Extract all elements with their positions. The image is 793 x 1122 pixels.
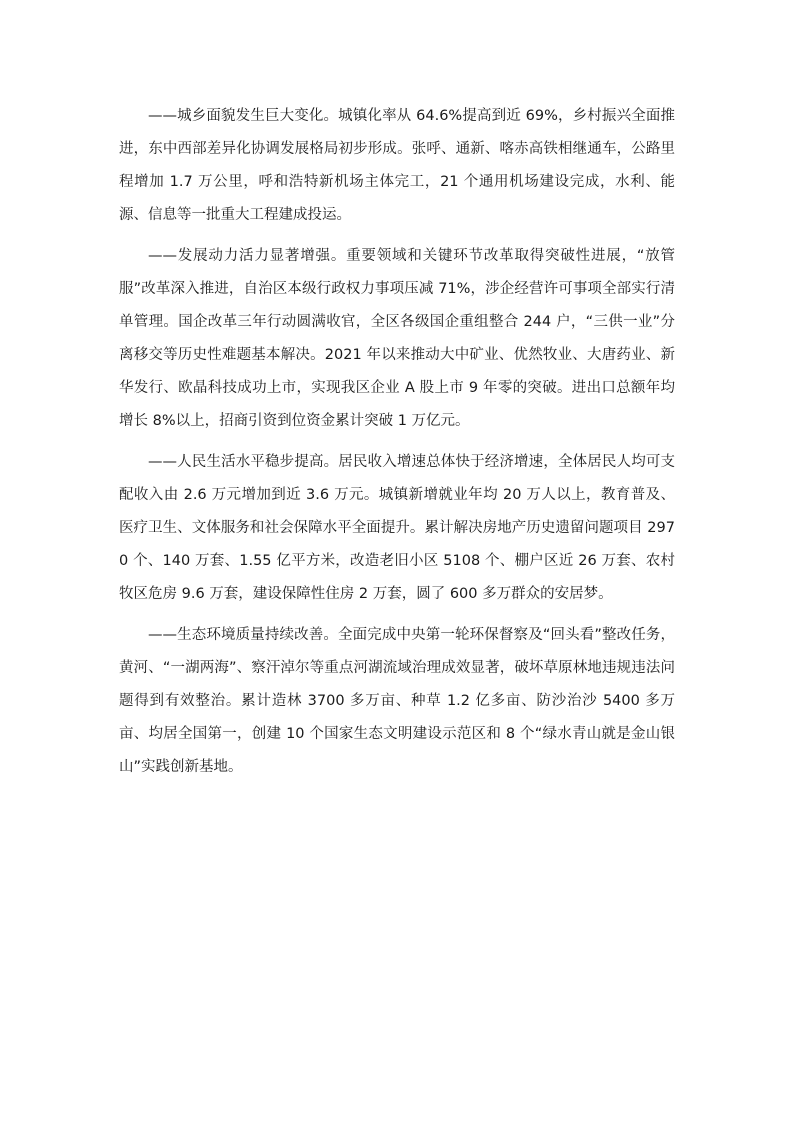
paragraph-development-momentum: ——发展动力活力显著增强。重要领域和关键环节改革取得突破性进展，“放管服”改革深入推进，自治区本级行政权力事项压减 71%，涉企经营许可事项全部实行清单管理。国企改革三年行动圆满收官，全区各级国企重组整合 244 户，“三供一业”分离移交等历史性难题基本解决。2021 年以来推动大中矿业、优然牧业、大唐药业、新华发行、欧晶科技成功上市，实现我区企业 A 股上市 9 年零的突破。进出口总额年均增长 8%以上，招商引资到位资金累计突破 1 万亿元。: [119, 248, 675, 429]
paragraph-living-standards: ——人民生活水平稳步提高。居民收入增速总体快于经济增速，全体居民人均可支配收入由 2.6 万元增加到近 3.6 万元。城镇新增就业年均 20 万人以上，教育普及、医疗卫生、文体服务和社会保障水平全面提升。累计解决房地产历史遗留问题项目 2970 个、140 万套、1.55 亿平方米，改造老旧小区 5108 个、棚户区近 26 万套、农村牧区危房 9.6 万套，建设保障性住房 2 万套，圆了 600 多万群众的安居梦。: [119, 454, 675, 602]
document-body: [119, 100, 675, 792]
paragraph-ecology: ——生态环境质量持续改善。全面完成中央第一轮环保督察及“回头看”整改任务，黄河、“一湖两海”、察汗淖尔等重点河湖流域治理成效显著，破坏草原林地违规违法问题得到有效整治。累计造林 3700 多万亩、种草 1.2 亿多亩、防沙治沙 5400 多万亩、均居全国第一，创建 10 个国家生态文明建设示范区和 8 个“绿水青山就是金山银山”实践创新基地。: [119, 627, 675, 775]
paragraph-urban-rural: ——城乡面貌发生巨大变化。城镇化率从 64.6%提高到近 69%，乡村振兴全面推进，东中西部差异化协调发展格局初步形成。张呼、通新、喀赤高铁相继通车，公路里程增加 1.7 万公里，呼和浩特新机场主体完工，21 个通用机场建设完成，水利、能源、信息等一批重大工程建成投运。: [119, 108, 675, 223]
